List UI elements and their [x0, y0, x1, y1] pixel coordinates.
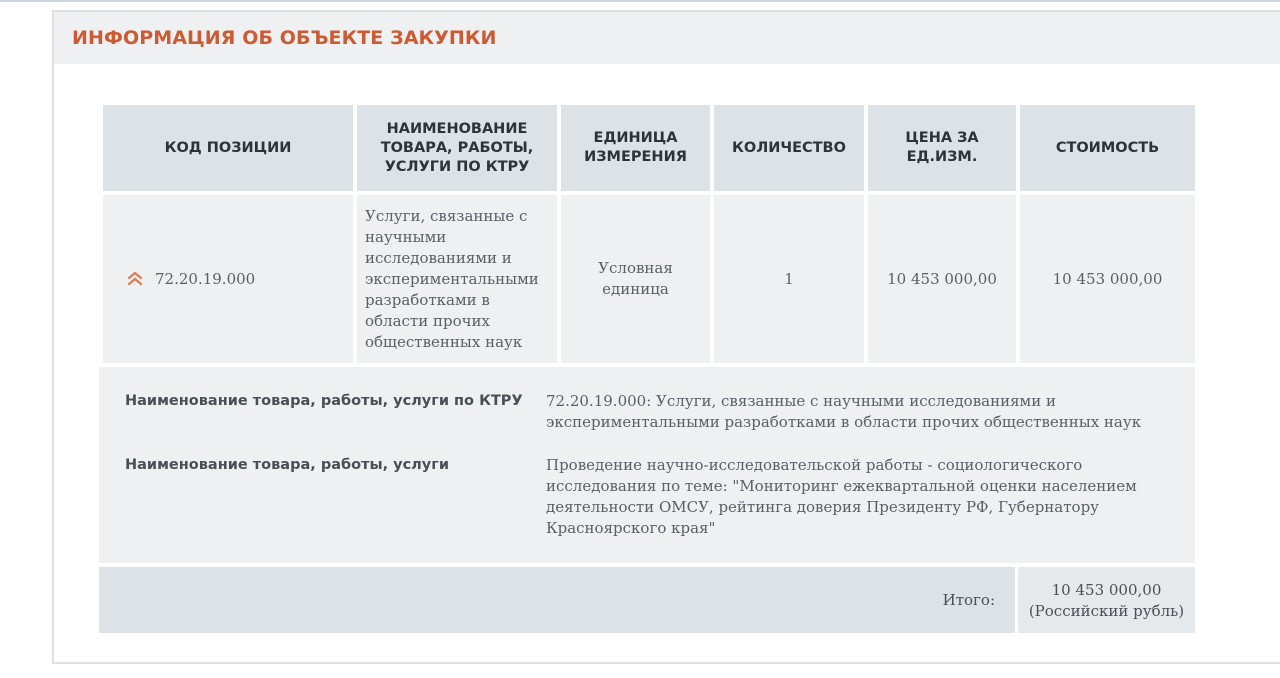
cell-unit: Условная единица	[559, 193, 712, 365]
items-table	[99, 101, 1199, 367]
total-amount: 10 453 000,00	[1051, 581, 1162, 599]
total-row	[99, 567, 1195, 633]
total-label: Итого:	[942, 591, 995, 609]
cell-cost: 10 453 000,00	[1018, 193, 1197, 365]
cell-code	[101, 193, 355, 365]
cell-name: Услуги, связанные с научными исследованиями и экспериментальными разработками в области прочих общественных наук	[355, 193, 559, 365]
procurement-object-card	[52, 10, 1280, 664]
detail-row-name	[125, 455, 1166, 539]
total-currency: (Российский рубль)	[1028, 602, 1185, 620]
top-divider	[0, 0, 1280, 2]
header-name: НАИМЕНОВАНИЕ ТОВАРА, РАБОТЫ, УСЛУГИ ПО КТРУ	[355, 103, 559, 193]
card-header	[54, 12, 1280, 64]
table-row	[101, 193, 1197, 365]
header-unit: ЕДИНИЦА ИЗМЕРЕНИЯ	[559, 103, 712, 193]
cell-quantity: 1	[712, 193, 866, 365]
header-price: ЦЕНА ЗА ЕД.ИЗМ.	[866, 103, 1018, 193]
detail-label-ktru: Наименование товара, работы, услуги по КТРУ	[125, 393, 523, 409]
table-header-row	[101, 103, 1197, 193]
card-body	[99, 101, 1195, 633]
item-details	[99, 367, 1195, 563]
header-code: КОД ПОЗИЦИИ	[101, 103, 355, 193]
header-quantity: КОЛИЧЕСТВО	[712, 103, 866, 193]
detail-label-name: Наименование товара, работы, услуги	[125, 457, 449, 473]
detail-row-ktru	[125, 391, 1166, 433]
detail-value-ktru: 72.20.19.000: Услуги, связанные с научными исследованиями и экспериментальными разработками в области прочих общественных наук	[546, 392, 1142, 431]
header-cost: СТОИМОСТЬ	[1018, 103, 1197, 193]
total-value	[1015, 567, 1195, 633]
code-value: 72.20.19.000	[155, 269, 256, 288]
section-title: ИНФОРМАЦИЯ ОБ ОБЪЕКТЕ ЗАКУПКИ	[72, 27, 497, 49]
cell-price: 10 453 000,00	[866, 193, 1018, 365]
detail-value-name: Проведение научно-исследовательской работы - социологического исследования по теме: "Мониторинг ежеквартальной оценки населением деятельности ОМСУ, рейтинга доверия Президенту РФ, Губернатору Красноярского края"	[546, 456, 1137, 537]
double-chevron-up-icon[interactable]	[125, 269, 145, 289]
